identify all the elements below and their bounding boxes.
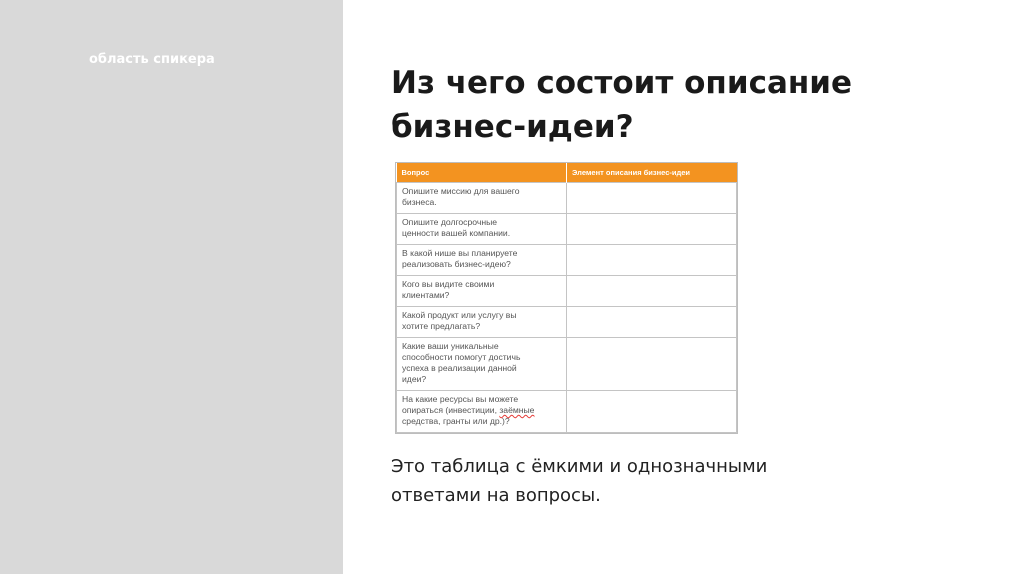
- table-row: [397, 245, 737, 276]
- question-text-line: идеи?: [402, 374, 427, 384]
- slide-title: [391, 61, 951, 149]
- spellcheck-underlined-word: заёмные: [499, 405, 535, 415]
- table-row: [397, 276, 737, 307]
- question-cell: [397, 338, 567, 391]
- slide-title-line: Из чего состоит описание: [391, 65, 853, 101]
- table-row: [397, 307, 737, 338]
- question-cell: [397, 307, 567, 338]
- question-text-line: успеха в реализации данной: [402, 363, 517, 373]
- question-text-line: хотите предлагать?: [402, 321, 481, 331]
- question-text-line: На какие ресурсы вы можете: [402, 394, 519, 404]
- question-text-line: Опишите миссию для вашего: [402, 186, 520, 196]
- question-text-line: Какие ваши уникальные: [402, 341, 499, 351]
- answer-cell: [567, 214, 737, 245]
- answer-cell: [567, 307, 737, 338]
- answer-cell: [567, 183, 737, 214]
- answer-cell: [567, 338, 737, 391]
- question-text-line: В какой нише вы планируете: [402, 248, 518, 258]
- question-text-line: клиентами?: [402, 290, 450, 300]
- question-text-line: Кого вы видите своими: [402, 279, 495, 289]
- answer-cell: [567, 391, 737, 433]
- question-text-line: реализовать бизнес-идею?: [402, 259, 511, 269]
- question-text-line: средства, гранты или др.)?: [402, 416, 510, 426]
- slide-title-line: бизнес-идеи?: [391, 109, 634, 145]
- question-text-line: Опишите долгосрочные: [402, 217, 498, 227]
- business-idea-table: [395, 162, 738, 434]
- question-cell: [397, 214, 567, 245]
- answer-cell: [567, 245, 737, 276]
- answer-cell: [567, 276, 737, 307]
- question-cell: [397, 183, 567, 214]
- slide-caption: [391, 452, 951, 510]
- table-header-row: [397, 163, 737, 183]
- caption-line: ответами на вопросы.: [391, 485, 601, 506]
- column-header-question: Вопрос: [397, 163, 567, 183]
- question-cell: [397, 245, 567, 276]
- table-row: [397, 391, 737, 433]
- question-text-line: бизнеса.: [402, 197, 437, 207]
- question-cell: [397, 276, 567, 307]
- speaker-area-label: область спикера: [89, 52, 215, 67]
- question-text-line: ценности вашей компании.: [402, 228, 511, 238]
- table-row: [397, 183, 737, 214]
- question-text-line: способности помогут достичь: [402, 352, 521, 362]
- speaker-area: [0, 0, 343, 574]
- caption-line: Это таблица с ёмкими и однозначными: [391, 456, 768, 477]
- column-header-element: Элемент описания бизнес-идеи: [567, 163, 737, 183]
- question-cell: [397, 391, 567, 433]
- question-text-fragment: опираться (инвестиции,: [402, 405, 500, 415]
- table-row: [397, 214, 737, 245]
- question-text-line: Какой продукт или услугу вы: [402, 310, 517, 320]
- question-text-line: [402, 405, 561, 416]
- table-row: [397, 338, 737, 391]
